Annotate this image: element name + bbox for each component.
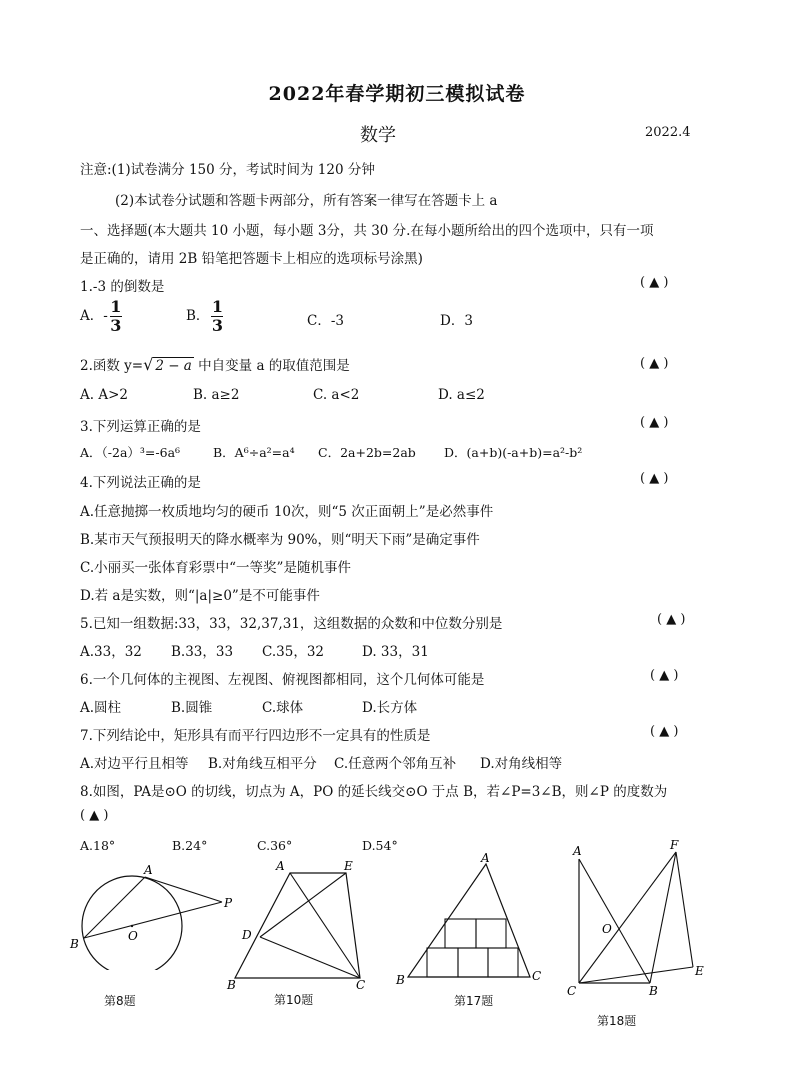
figure-10-trapezoid [222, 855, 382, 995]
question-1-stem: 1.-3 的倒数是 [80, 279, 165, 295]
question-4-option-b: B.某市天气预报明天的降水概率为 90%，则“明天下雨”是确定事件 [80, 532, 480, 548]
label-c: C [567, 984, 577, 998]
q2-stem-prefix: 2.函数 y= [80, 358, 144, 374]
trapezoid-abce [235, 873, 360, 978]
caption-figure-17: 第17题 [454, 994, 494, 1008]
answer-mark-q5: ( ▲ ) [657, 612, 686, 627]
segment-fe [676, 852, 693, 967]
section-heading-line1: 一、选择题(本大题共 10 小题，每小题 3分，共 30 分.在每小题所给出的四个选项中，只有一项 [80, 223, 654, 239]
question-8-option-c: C.36° [257, 838, 293, 853]
question-6-option-c: C.球体 [262, 700, 304, 716]
label-b: B [70, 937, 79, 951]
option-b-prefix: B． [186, 308, 210, 324]
secant-bp [84, 902, 222, 938]
page-title: 2022年春学期初三模拟试卷 [268, 83, 526, 105]
square-top-1 [445, 919, 476, 948]
question-8-option-d: D.54° [362, 838, 398, 853]
question-5-option-b: B.33，33 [171, 644, 234, 660]
label-a: A [573, 844, 582, 858]
question-5-option-a: A.33，32 [80, 644, 142, 660]
subject-title: 数学 [360, 125, 396, 146]
caption-figure-10: 第10题 [274, 993, 314, 1007]
answer-mark-q1: ( ▲ ) [640, 275, 669, 290]
label-b: B [396, 973, 405, 987]
fraction-one-third-b [211, 299, 223, 334]
question-4-option-a: A.任意抛掷一枚质地均匀的硬币 10次，则“5 次正面朝上”是必然事件 [80, 504, 494, 520]
q2-stem-suffix: 中自变量 a 的取值范围是 [198, 358, 350, 374]
question-2-option-d: D. a≤2 [438, 387, 485, 403]
question-6-option-a: A.圆柱 [80, 700, 122, 716]
center-point [131, 925, 133, 927]
question-3-option-a: A．（-2a）³=-6a⁶ [80, 445, 181, 460]
label-d: D [242, 928, 252, 942]
question-5-option-d: D. 33，31 [362, 644, 429, 660]
figure-18-rotated-triangles [562, 838, 712, 998]
figure-17-triangle-squares [392, 850, 552, 990]
segment-bf [650, 852, 676, 983]
exam-date: 2022.4 [645, 125, 691, 140]
answer-mark-q6: ( ▲ ) [650, 668, 679, 683]
question-1-option-c: C．-3 [307, 313, 344, 329]
question-2-option-b: B. a≥2 [193, 387, 240, 403]
q2-radicand: 2 − a [155, 358, 192, 374]
question-1-option-b [186, 299, 223, 334]
question-7-option-d: D.对角线相等 [480, 756, 563, 772]
question-5-stem: 5.已知一组数据:33，33，32,37,31，这组数据的众数和中位数分别是 [80, 616, 503, 632]
question-3-stem: 3.下列运算正确的是 [80, 419, 201, 435]
tangent-pa [145, 877, 222, 902]
question-6-stem: 6.一个几何体的主视图、左视图、俯视图都相同，这个几何体可能是 [80, 672, 485, 688]
segment-dc [260, 937, 360, 978]
segment-ab [579, 859, 650, 983]
label-c: C [356, 978, 366, 992]
triangle-abc [408, 864, 530, 977]
answer-mark-q4: ( ▲ ) [640, 471, 669, 486]
label-p: P [224, 896, 233, 910]
label-o: O [128, 929, 138, 943]
note-2: (2)本试卷分试题和答题卡两部分，所有答案一律写在答题卡上 a [115, 193, 498, 209]
fraction-numerator: 1 [110, 297, 122, 316]
question-2-option-c: C. a<2 [313, 387, 360, 403]
question-7-option-a: A.对边平行且相等 [80, 756, 189, 772]
answer-mark-q7: ( ▲ ) [650, 724, 679, 739]
fraction-denominator: 3 [110, 316, 122, 335]
square-bottom-1 [427, 948, 458, 977]
section-heading-line2: 是正确的，请用 2B 铅笔把答题卡上相应的选项标号涂黑) [80, 251, 423, 267]
label-c: C [532, 969, 542, 983]
label-o: O [602, 922, 612, 936]
caption-figure-8: 第8题 [104, 994, 136, 1008]
segment-cf [579, 852, 676, 983]
fraction-one-third-a [110, 299, 122, 334]
question-4-option-c: C.小丽买一张体育彩票中“一等奖”是随机事件 [80, 560, 351, 576]
fraction-numerator: 1 [211, 297, 223, 316]
question-4-stem: 4.下列说法正确的是 [80, 475, 201, 491]
note-1: 注意:(1)试卷满分 150 分，考试时间为 120 分钟 [80, 162, 375, 178]
caption-figure-18: 第18题 [597, 1014, 637, 1028]
question-1-option-a [80, 299, 122, 334]
question-8-stem: 8.如图，PA是⊙O 的切线，切点为 A，PO 的延长线交⊙O 于点 B，若∠P=3∠B，则∠P 的度数为 [80, 784, 668, 800]
question-4-option-d: D.若 a是实数，则“|a|≥0”是不可能事件 [80, 588, 320, 604]
question-3-option-b: B．A⁶÷a²=a⁴ [213, 445, 295, 460]
question-2-stem [80, 354, 350, 374]
question-3-option-c: C．2a+2b=2ab [318, 445, 416, 460]
label-b: B [649, 984, 658, 998]
square-bottom-2 [458, 948, 488, 977]
question-5-option-c: C.35，32 [262, 644, 324, 660]
answer-mark-q2: ( ▲ ) [640, 356, 669, 371]
label-f: F [670, 838, 679, 852]
square-top-2 [476, 919, 506, 948]
label-e: E [695, 964, 704, 978]
question-6-option-b: B.圆锥 [171, 700, 213, 716]
label-a: A [481, 851, 490, 865]
radical-sign: √ [143, 355, 154, 374]
label-e: E [344, 859, 353, 873]
question-1-option-d: D．3 [440, 313, 473, 329]
label-b: B [227, 978, 236, 992]
question-2-option-a: A. A>2 [80, 387, 128, 403]
segment-ce [579, 967, 693, 983]
option-a-prefix: A．- [80, 308, 108, 324]
question-7-stem: 7.下列结论中，矩形具有而平行四边形不一定具有的性质是 [80, 728, 431, 744]
question-8-option-a: A.18° [80, 838, 116, 853]
question-8-option-b: B.24° [172, 838, 208, 853]
question-7-option-c: C.任意两个邻角互补 [334, 756, 457, 772]
answer-mark-q3: ( ▲ ) [640, 415, 669, 430]
label-a: A [144, 863, 153, 877]
fraction-denominator: 3 [211, 316, 223, 335]
question-3-option-d: D．(a+b)(-a+b)=a²-b² [444, 445, 583, 460]
square-bottom-3 [488, 948, 518, 977]
label-a: A [276, 859, 285, 873]
question-7-option-b: B.对角线互相平分 [208, 756, 317, 772]
question-6-option-d: D.长方体 [362, 700, 418, 716]
answer-mark-q8: ( ▲ ) [80, 808, 109, 823]
figure-8-circle-tangent [66, 860, 246, 970]
